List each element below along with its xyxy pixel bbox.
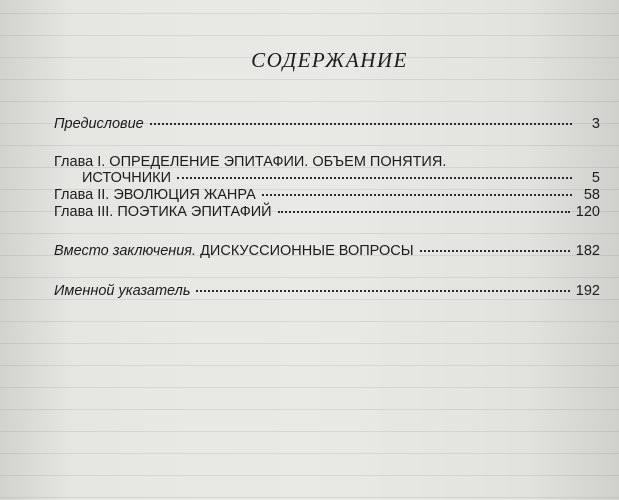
toc-page-number: 192 [575, 283, 600, 299]
toc-entry-label [54, 187, 256, 203]
toc-chapter-title-line2: ИСТОЧНИКИ [82, 170, 172, 186]
toc-page-number: 182 [575, 243, 600, 259]
toc-entry-label: Предисловие [54, 116, 144, 132]
toc-chapter-prefix: Глава III. [54, 204, 114, 220]
toc-page-number: 3 [591, 116, 600, 132]
toc-chapter-title: ЭВОЛЮЦИЯ ЖАНРА [113, 187, 256, 203]
table-of-contents [54, 111, 600, 299]
toc-entry-chapter-1[interactable] [54, 154, 600, 186]
toc-leader-dots [196, 290, 569, 292]
toc-chapter-prefix: Глава II. [54, 187, 110, 203]
toc-entry-name-index[interactable] [54, 283, 600, 299]
toc-leader-dots [262, 194, 572, 196]
toc-leader-dots [278, 211, 570, 213]
toc-entry-preface[interactable] [54, 116, 600, 132]
toc-entry-label [54, 204, 272, 220]
toc-entry-chapter-2[interactable] [54, 187, 600, 203]
toc-entry-chapter-3[interactable] [54, 204, 600, 220]
toc-entry-label [54, 243, 414, 259]
toc-chapter-title: ДИСКУССИОННЫЕ ВОПРОСЫ [200, 243, 414, 259]
toc-page-number: 5 [591, 170, 600, 186]
toc-leader-dots [150, 123, 572, 125]
toc-chapter-prefix: Глава I. [54, 154, 106, 170]
toc-chapter-title-line1: ОПРЕДЕЛЕНИЕ ЭПИТАФИИ. ОБЪЕМ ПОНЯТИЯ. [109, 154, 447, 170]
toc-leader-dots [177, 177, 572, 179]
toc-page-number: 120 [575, 204, 600, 220]
toc-chapter-title: ПОЭТИКА ЭПИТАФИЙ [117, 204, 272, 220]
toc-chapter-prefix: Вместо заключения. [54, 243, 197, 259]
toc-leader-dots [420, 250, 570, 252]
toc-entry-label [54, 154, 600, 170]
toc-page-number: 58 [583, 187, 600, 203]
toc-entry-label: Именной указатель [54, 283, 191, 299]
page-title: СОДЕРЖАНИЕ [251, 48, 408, 72]
toc-entry-conclusion[interactable] [54, 243, 600, 259]
